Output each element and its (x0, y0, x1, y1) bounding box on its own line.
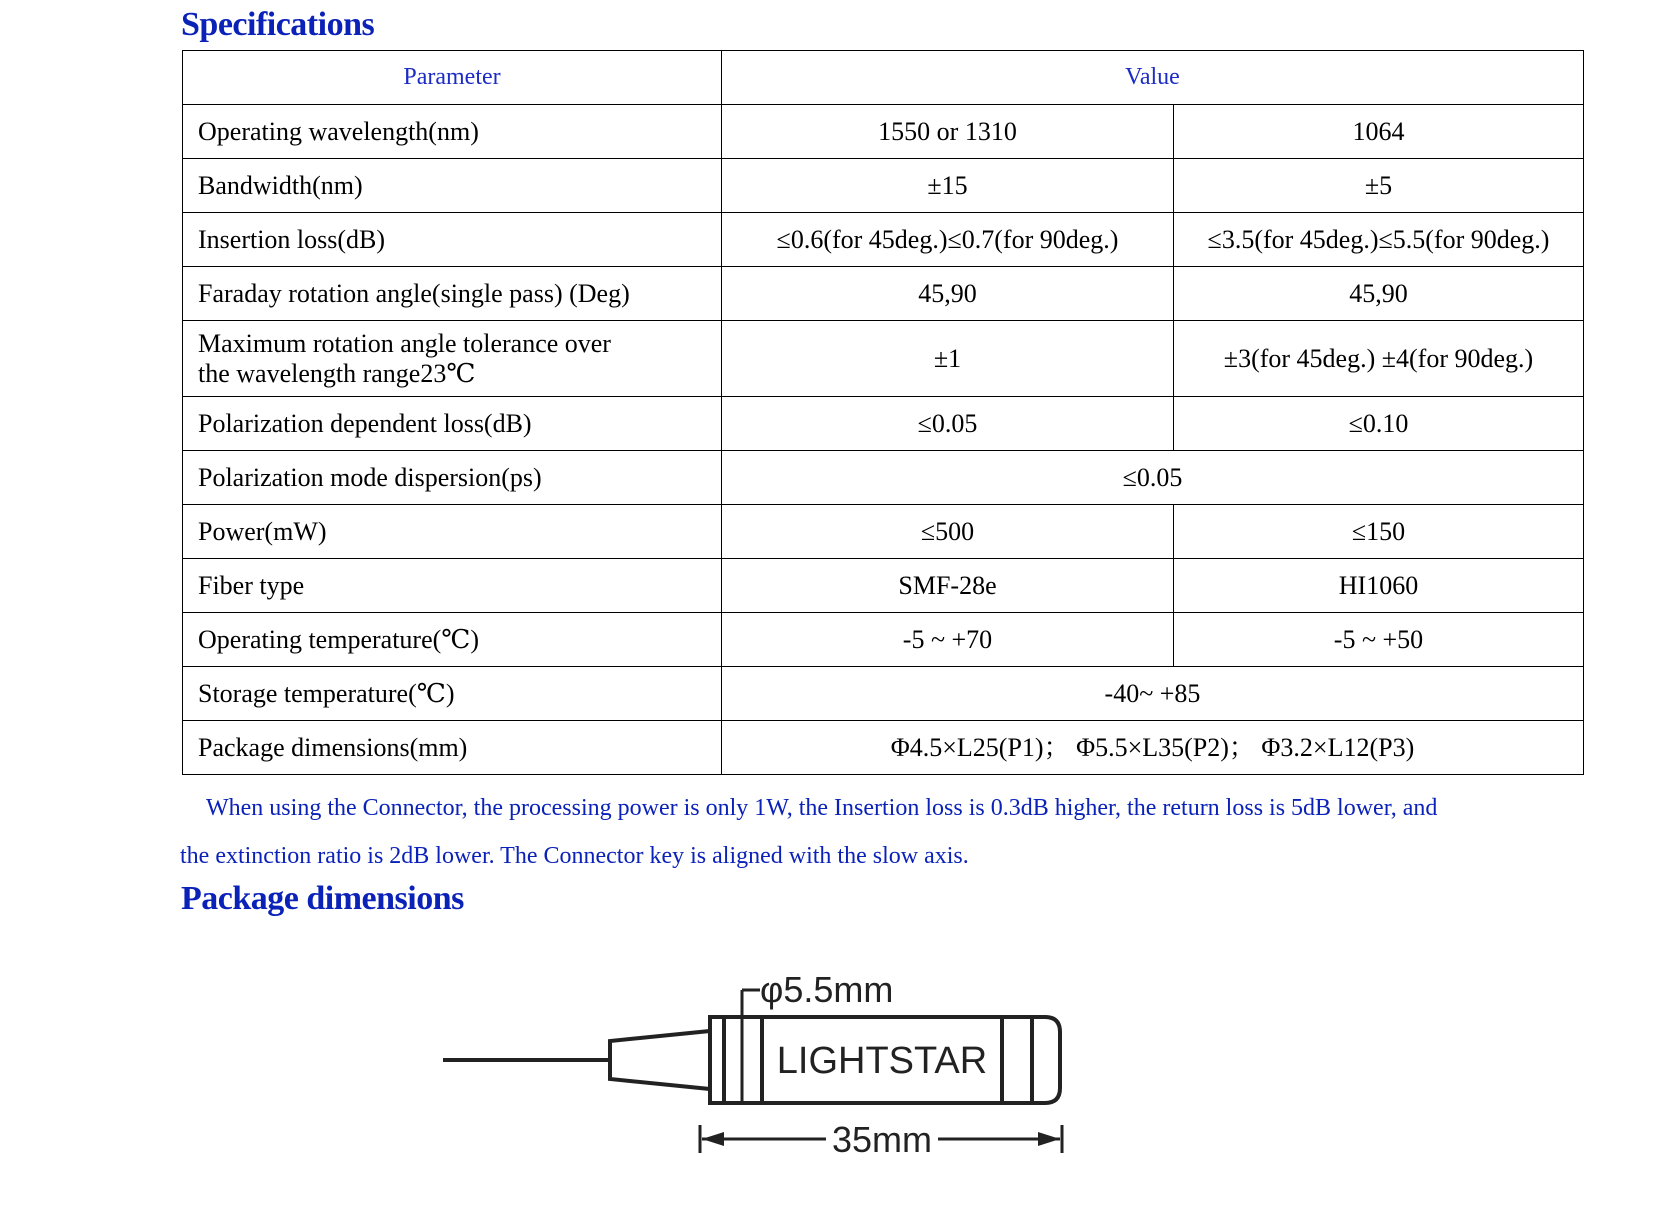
value-cell: -5 ~ +70 (722, 613, 1174, 667)
arrowhead-left-icon (702, 1132, 724, 1146)
value-cell: 1550 or 1310 (722, 105, 1174, 159)
table-row (183, 397, 1584, 451)
connector-note-line-2: the extinction ratio is 2dB lower. The Connector key is aligned with the slow axis. (180, 843, 969, 869)
param-cell: Power(mW) (183, 505, 722, 559)
brand-label: LIGHTSTAR (776, 1040, 988, 1082)
param-cell: Bandwidth(nm) (183, 159, 722, 213)
param-line: the wavelength range23℃ (198, 358, 476, 388)
value-cell: ≤0.6(for 45deg.)≤0.7(for 90deg.) (722, 213, 1174, 267)
param-cell: Polarization dependent loss(dB) (183, 397, 722, 451)
package-dimensions-heading: Package dimensions (181, 880, 464, 917)
table-row (183, 451, 1584, 505)
param-cell: Insertion loss(dB) (183, 213, 722, 267)
boot-taper (610, 1031, 710, 1089)
value-cell: 45,90 (1174, 267, 1584, 321)
value-cell: ±5 (1174, 159, 1584, 213)
header-parameter: Parameter (183, 51, 722, 105)
specifications-heading: Specifications (181, 6, 375, 43)
param-cell: Storage temperature(℃) (183, 667, 722, 721)
value-cell: ≤3.5(for 45deg.)≤5.5(for 90deg.) (1174, 213, 1584, 267)
table-row (183, 613, 1584, 667)
length-label: 35mm (831, 1119, 933, 1160)
value-cell: ±15 (722, 159, 1174, 213)
diameter-label: φ5.5mm (760, 969, 894, 1010)
param-cell (183, 321, 722, 397)
value-cell: ±3(for 45deg.) ±4(for 90deg.) (1174, 321, 1584, 397)
value-cell: -5 ~ +50 (1174, 613, 1584, 667)
value-cell: 1064 (1174, 105, 1584, 159)
param-cell: Operating wavelength(nm) (183, 105, 722, 159)
table-row (183, 105, 1584, 159)
value-cell: Φ4.5×L25(P1)； Φ5.5×L35(P2)； Φ3.2×L12(P3) (722, 721, 1584, 775)
table-row (183, 267, 1584, 321)
specifications-table (182, 50, 1584, 775)
param-cell: Faraday rotation angle(single pass) (Deg) (183, 267, 722, 321)
param-cell: Operating temperature(℃) (183, 613, 722, 667)
table-header-row (183, 51, 1584, 105)
value-cell: ≤0.10 (1174, 397, 1584, 451)
table-row (183, 559, 1584, 613)
param-cell: Package dimensions(mm) (183, 721, 722, 775)
param-line: Maximum rotation angle tolerance over (198, 328, 611, 358)
table-row (183, 213, 1584, 267)
arrowhead-right-icon (1038, 1132, 1060, 1146)
value-cell: ≤0.05 (722, 397, 1174, 451)
value-cell: ±1 (722, 321, 1174, 397)
param-cell: Fiber type (183, 559, 722, 613)
table-row (183, 505, 1584, 559)
table-row (183, 667, 1584, 721)
header-value: Value (722, 51, 1584, 105)
value-cell: 45,90 (722, 267, 1174, 321)
package-drawing (420, 955, 1100, 1195)
value-cell: ≤500 (722, 505, 1174, 559)
table-row (183, 321, 1584, 397)
table-row (183, 159, 1584, 213)
value-cell: ≤150 (1174, 505, 1584, 559)
table-row (183, 721, 1584, 775)
value-cell: HI1060 (1174, 559, 1584, 613)
connector-note-line-1: When using the Connector, the processing power is only 1W, the Insertion loss is 0.3dB higher, the return loss is 5dB lower, and (206, 795, 1438, 821)
value-cell: -40~ +85 (722, 667, 1584, 721)
value-cell: ≤0.05 (722, 451, 1584, 505)
param-cell: Polarization mode dispersion(ps) (183, 451, 722, 505)
value-cell: SMF-28e (722, 559, 1174, 613)
